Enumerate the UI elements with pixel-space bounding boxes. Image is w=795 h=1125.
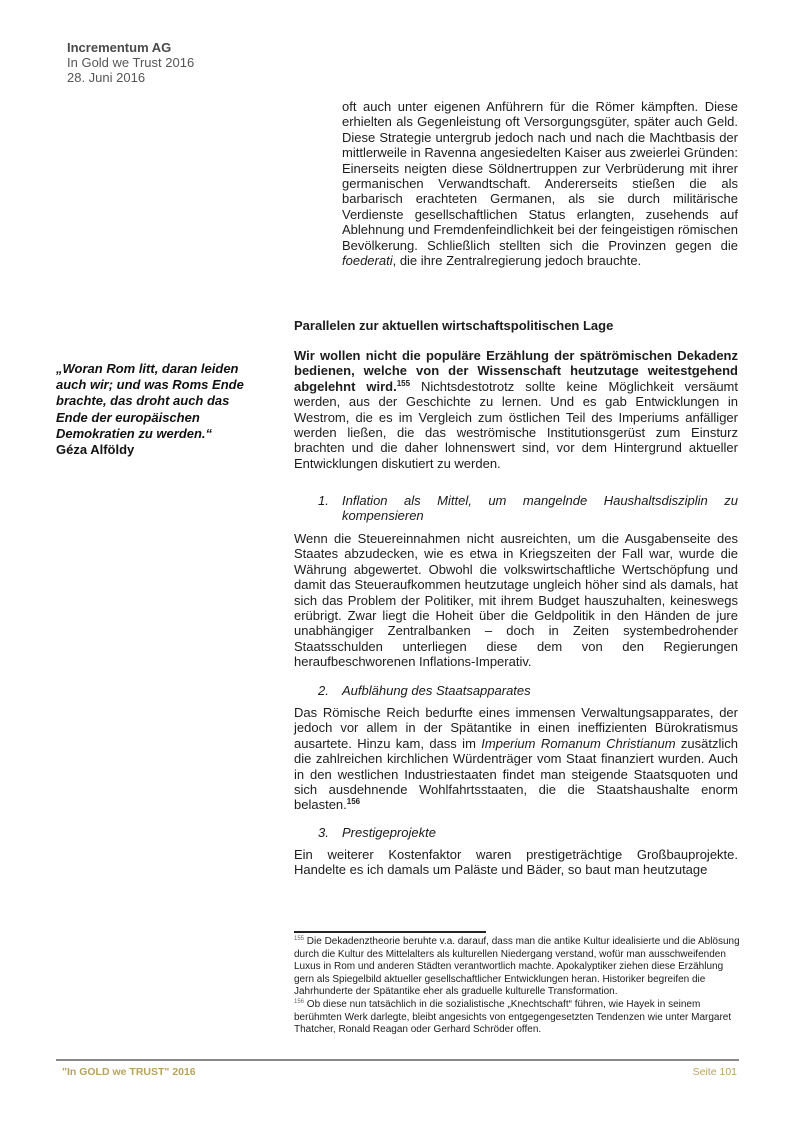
footer-publication: "In GOLD we TRUST" 2016 (62, 1066, 196, 1078)
publication-date: 28. Juni 2016 (67, 70, 146, 85)
sidenote-author: Géza Alföldy (56, 442, 135, 458)
sidenote-quote: „Woran Rom litt, daran leiden auch wir; und was Roms Ende brachte, das droht auch das Ende der europäischen Demokratien zu werden.“ (56, 361, 244, 441)
footnote-ref-156[interactable]: 156 (346, 797, 361, 807)
footnote-number: 156 (294, 998, 305, 1005)
intro-italic-term: foederati (342, 253, 393, 269)
body-text: Das Römische Reich bedurfte eines immensen Verwaltungsapparates, der jedoch vor allem in der Spätantike in einen ineffizienten Bürokratismus ausartete. Hinzu kam, dass im (294, 705, 738, 751)
footnote-number: 155 (294, 936, 305, 942)
intro-paragraph (342, 99, 738, 268)
company-name: Incrementum AG (67, 40, 172, 55)
list-item-title: Aufblähung des Staatsapparates (342, 683, 531, 698)
lead-text: Nichtsdestotrotz sollte keine Möglichkeit versäumt werden, aus der Geschichte zu lernen. Und es gab Entwicklungen in Westrom, die es im Vergleich zum östlichen Teil des Imperiums anfälliger werden ließen, die das weströmische Institutionsgerüst zum Einsturz brachten und die daher lohnenswert sind, vor dem Hintergrund aktueller Entwicklungen diskutiert zu werden. (294, 378, 738, 471)
footnote-divider (294, 931, 486, 933)
footnote-ref-155[interactable]: 155 (396, 378, 411, 388)
publication-title: In Gold we Trust 2016 (67, 55, 195, 70)
footnote-text: Ob diese nun tatsächlich in die sozialistische „Knechtschaft“ führen, wie Hayek in seinem berühmten Werk darlegte, bleibt angesichts von entgegengesetzten Tendenzen wie unter Margaret Thatcher, Ronald Reagan oder Gerhard Schröder offen. (294, 998, 732, 1036)
body-text: Ein weiterer Kostenfaktor waren prestigeträchtige Großbauprojekte. Handelte es ich damals um Paläste und Bäder, so baut man heutzutage (294, 847, 738, 878)
list-item-body (294, 705, 738, 813)
list-item-title: Prestigeprojekte (342, 825, 436, 840)
list-item-body (294, 531, 738, 670)
intro-text: oft auch unter eigenen Anführern für die Römer kämpften. Diese erhielten als Gegenleistung oft Versorgungsgüter, später auch Geld. Diese Strategie untergrub jedoch nach und nach die Machtbasis der mittlerweile in Ravenna angesiedelten Kaiser aus zweierlei Gründen: Einerseits neigten diese Söldnertruppen zur Verbrüderung mit ihrer germanischen Verwandtschaft. Andererseits stießen die als barbarisch erachteten Germanen, als sie durch militärische Verdienste gesellschaftlichen Status erlangten, zusehends auf Ablehnung und Fremdenfeindlichkeit bei der feingeistigen römischen Bevölkerung. Schließlich stellten sich die Provinzen gegen die (342, 99, 738, 253)
section-heading: Parallelen zur aktuellen wirtschaftspolitischen Lage (294, 318, 614, 333)
footnote-155 (294, 936, 744, 999)
list-item-heading (294, 683, 738, 698)
page-header (67, 40, 194, 85)
list-item-title: Inflation als Mittel, um mangelnde Haushaltsdisziplin zu kompensieren (342, 493, 738, 524)
page-number: Seite 101 (692, 1066, 737, 1078)
list-item-heading (294, 825, 738, 840)
body-text-end: zusätzlich die zahlreichen kirchlichen Würdenträger vom Staat finanziert wurden. Auch in den westlichen Industriestaaten findet man steigende Staatsquoten und sich ausdehnende Wohlfahrtsstaaten, die die Staatshaushalte enorm belasten. (294, 735, 738, 813)
list-item-number: 1. (318, 493, 329, 508)
list-item-number: 3. (318, 825, 329, 840)
sidenote-quote-block (56, 361, 256, 458)
lead-paragraph (294, 348, 738, 471)
footnote-text: Die Dekadenztheorie beruhte v.a. darauf, dass man die antike Kultur idealisierte und die Ablösung durch die Kultur des Mittelalters als kulturellen Niedergang verstand, wofür man ausschweifenden Luxus in Rom und anderen Städten verantwortlich machte. Apokalyptiker ziehen diese Erzählung gern als Spiegelbild aktueller gesellschaftlicher Entwicklungen heran. Historiker begreifen die Jahrhunderte der Spätantike eher als graduelle kulturelle Transformation. (294, 936, 740, 998)
footnotes (294, 936, 744, 1037)
lead-bold-text: Wir wollen nicht die populäre Erzählung der spätrömischen Dekadenz bedienen, welche von der Wissenschaft heutzutage weitestgehend abgelehnt wird. (294, 348, 738, 394)
list-item-heading (294, 493, 738, 524)
list-item-body (294, 847, 738, 878)
footer-divider (56, 1059, 739, 1061)
body-italic-term: Imperium Romanum Christianum (481, 735, 676, 751)
footnote-156 (294, 999, 744, 1037)
body-text: Wenn die Steuereinnahmen nicht ausreichten, um die Ausgabenseite des Staates abzudecken, wie es etwa in Kriegszeiten der Fall war, wurde die Währung abgewertet. Obwohl die volkswirtschaftliche Wertschöpfung und damit das Steueraufkommen heutzutage ungleich höher sind als damals, hat sich das Problem der Politiker, mit ihrem Budget hauszuhalten, keineswegs erübrigt. Zwar liegt die Hoheit über die Geldpolitik in den Händen de jure unabhängiger Zentralbanken – doch in Zeiten systembedrohender Staatsschulden unterliegen diese dem von den Regierungen heraufbeschworenen Inflations-Imperativ. (294, 531, 738, 670)
intro-text-end: , die ihre Zentralregierung jedoch brauchte. (392, 253, 642, 269)
list-item-number: 2. (318, 683, 329, 698)
